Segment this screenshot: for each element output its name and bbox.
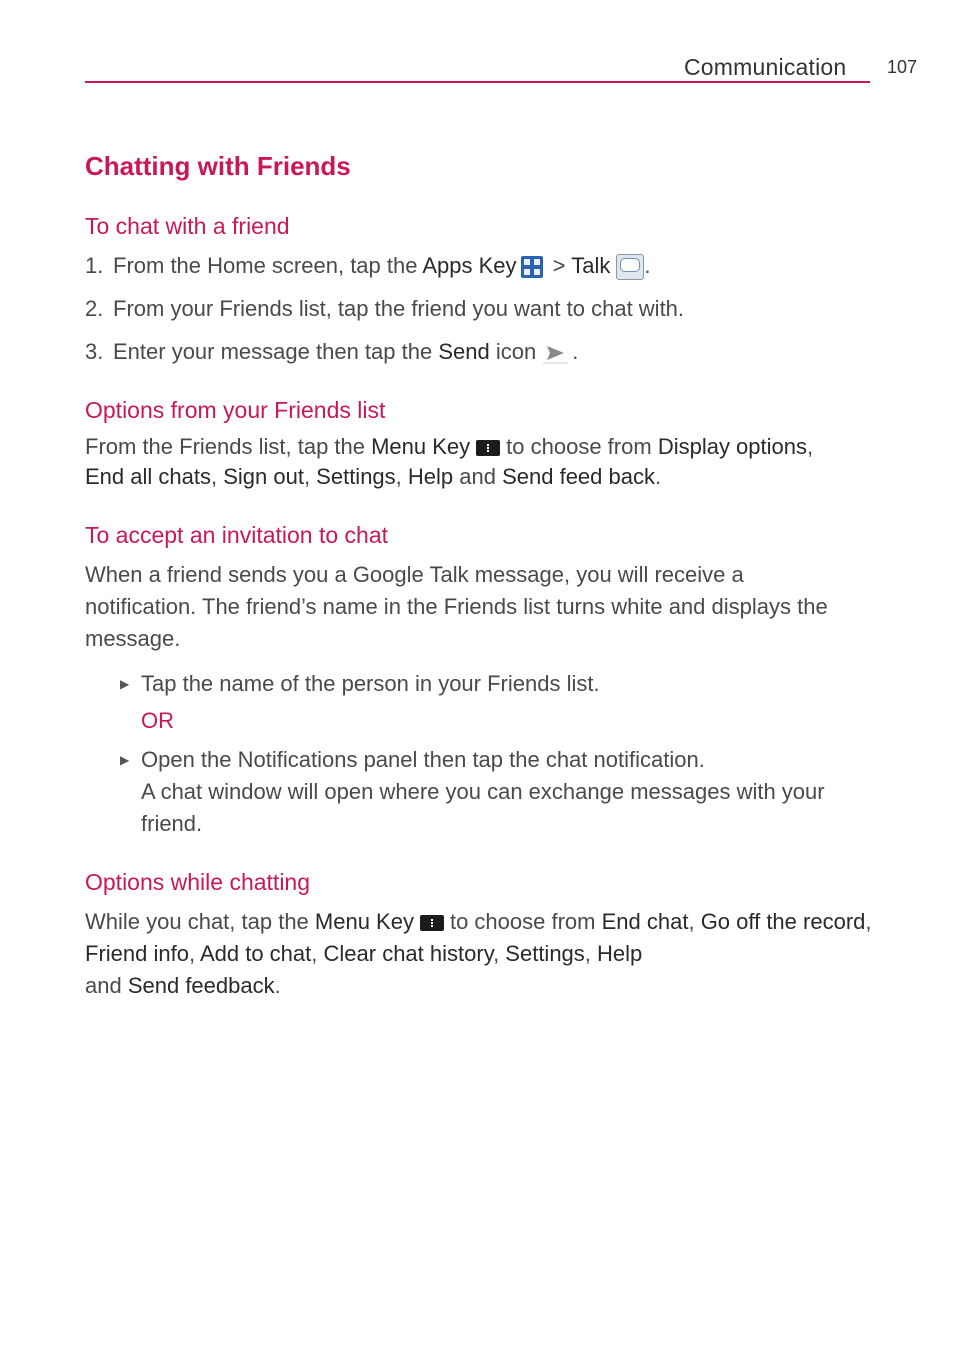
step-text: Enter your message then tap the xyxy=(113,339,439,364)
invitation-paragraph: When a friend sends you a Google Talk message, you will receive a notification. The friend’s name in the Friends list turns white and displays the message. xyxy=(85,562,828,651)
separator: , xyxy=(493,941,506,966)
separator: , xyxy=(865,909,872,934)
option-display-options: Display options xyxy=(657,434,807,459)
bullet-text: Tap the name of the person in your Friends list. xyxy=(141,671,600,696)
option-friend-info: Friend info xyxy=(85,941,189,966)
option-clear-chat-history: Clear chat history xyxy=(323,941,494,966)
option-add-to-chat: Add to chat xyxy=(199,941,312,966)
step-text: From your Friends list, tap the friend you want to chat with. xyxy=(113,296,685,321)
paragraph-text: From the Friends list, tap the xyxy=(85,434,372,459)
step-number: 3. xyxy=(85,339,104,364)
talk-label: Talk xyxy=(571,253,611,278)
option-end-all-chats: End all chats xyxy=(85,464,211,489)
step-separator: > xyxy=(546,253,572,278)
running-header-section: Communication xyxy=(684,54,847,80)
option-go-off-record: Go off the record xyxy=(700,909,866,934)
bullet-text-continued: A chat window will open where you can exchange messages with your friend. xyxy=(141,779,825,836)
section-heading-chat-friend: To chat with a friend xyxy=(85,213,290,239)
separator: , xyxy=(584,941,598,966)
list-item xyxy=(120,668,850,700)
paragraph-text: to choose from xyxy=(449,909,602,934)
separator: , xyxy=(688,909,701,934)
menu-key-label: Menu Key xyxy=(371,434,471,459)
option-send-feedback: Send feed back xyxy=(502,464,655,489)
triangle-bullet-icon: ▶ xyxy=(120,753,130,767)
separator: , xyxy=(303,464,317,489)
option-help: Help xyxy=(407,464,454,489)
step-text-icon: icon xyxy=(489,339,537,364)
paragraph-text: While you chat, tap the xyxy=(85,909,315,934)
separator: , xyxy=(311,941,324,966)
menu-key-icon xyxy=(476,440,500,456)
step-2 xyxy=(85,294,875,324)
separator: , xyxy=(395,464,408,489)
while-chatting-paragraph xyxy=(85,906,875,1002)
option-sign-out: Sign out xyxy=(223,464,304,489)
step-end: . xyxy=(644,253,651,278)
option-settings: Settings xyxy=(505,941,585,966)
option-end-chat: End chat xyxy=(601,909,689,934)
menu-key-label: Menu Key xyxy=(314,909,414,934)
apps-key-icon xyxy=(521,256,543,278)
step-number: 2. xyxy=(85,296,104,321)
triangle-bullet-icon: ▶ xyxy=(120,677,130,691)
list-item xyxy=(120,744,850,840)
talk-app-icon xyxy=(616,254,644,280)
conjunction: and xyxy=(85,973,128,998)
send-arrow-icon xyxy=(540,342,570,364)
section-heading-while-chatting: Options while chatting xyxy=(85,869,311,895)
section-heading-friends-options: Options from your Friends list xyxy=(85,397,386,423)
step-1 xyxy=(85,251,875,281)
apps-key-label: Apps Key xyxy=(422,253,517,278)
step-number: 1. xyxy=(85,253,104,278)
or-label: OR xyxy=(141,708,174,733)
step-end: . xyxy=(572,339,579,364)
page-title: Chatting with Friends xyxy=(85,151,351,181)
step-text: From the Home screen, tap the xyxy=(113,253,423,278)
step-3 xyxy=(85,337,875,367)
conjunction: and xyxy=(453,464,503,489)
header-divider xyxy=(85,81,870,83)
option-help: Help xyxy=(597,941,643,966)
sentence-end: . xyxy=(274,973,281,998)
send-label: Send xyxy=(438,339,490,364)
option-settings: Settings xyxy=(316,464,396,489)
page-number: 107 xyxy=(887,57,918,77)
separator: , xyxy=(210,464,224,489)
bullet-text: Open the Notifications panel then tap the chat notification. xyxy=(141,747,705,772)
option-send-feedback: Send feedback xyxy=(127,973,275,998)
sentence-end: . xyxy=(655,464,662,489)
separator: , xyxy=(807,434,814,459)
menu-key-icon xyxy=(420,915,444,931)
friends-options-paragraph xyxy=(85,432,875,492)
section-heading-accept-invitation: To accept an invitation to chat xyxy=(85,522,389,548)
separator: , xyxy=(188,941,200,966)
paragraph-text: to choose from xyxy=(506,434,658,459)
